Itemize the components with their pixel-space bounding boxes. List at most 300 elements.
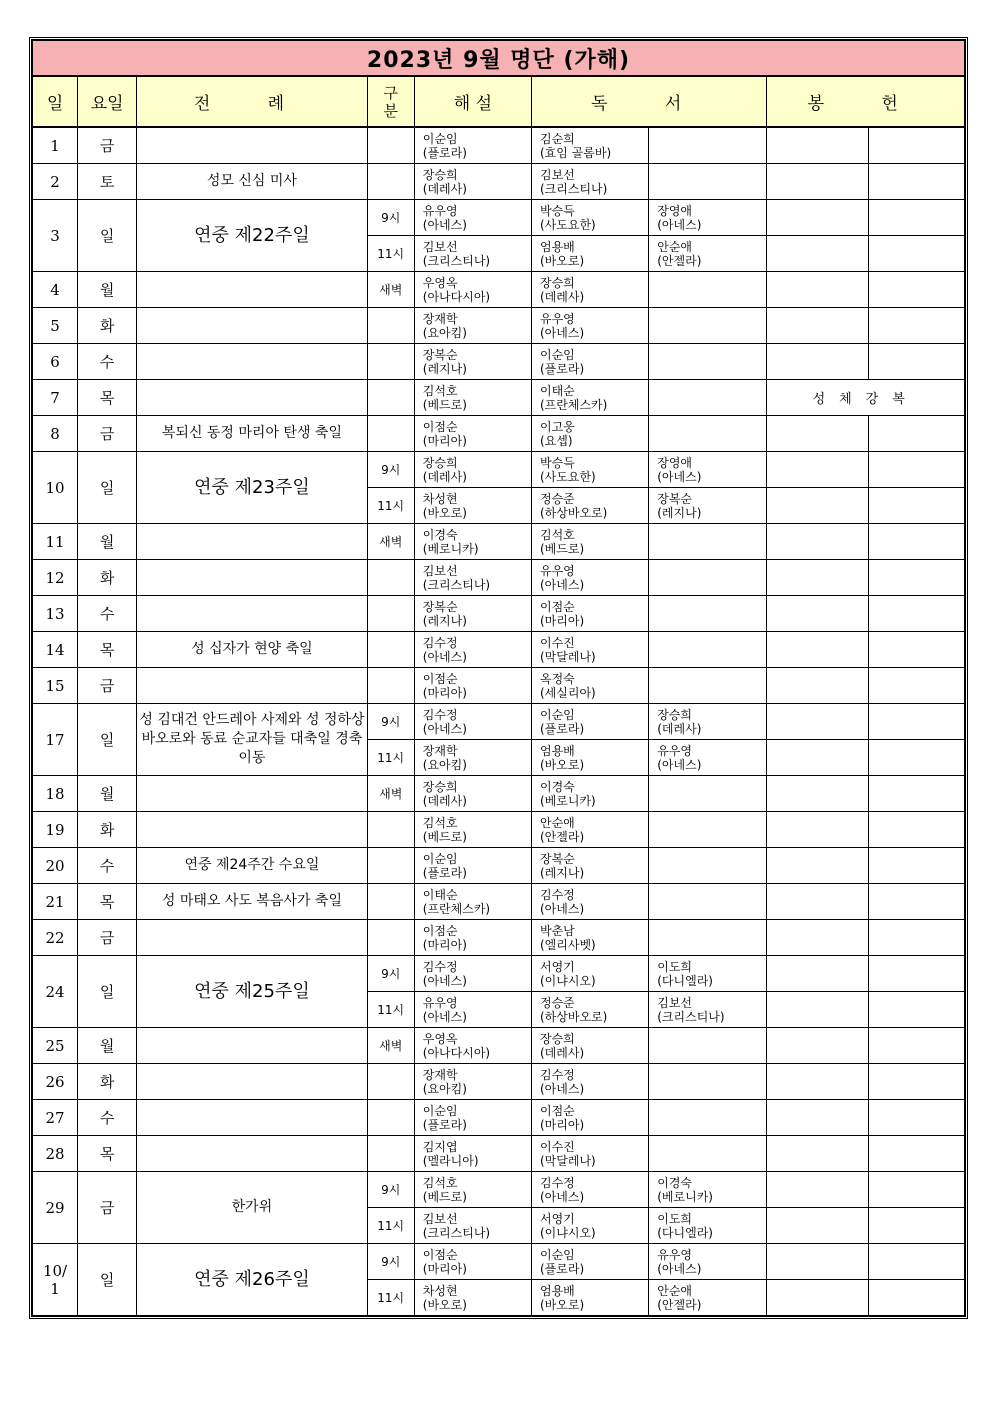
offering-cell-1 xyxy=(767,884,868,920)
r1-baptismal-name: (마리아) xyxy=(540,1117,585,1132)
c-baptismal-name: (레지나) xyxy=(422,613,467,628)
c-cell xyxy=(414,812,531,848)
mass-time: 새벽 xyxy=(367,272,414,308)
r2-baptismal-name xyxy=(657,1082,766,1096)
weekday: 일 xyxy=(78,704,137,776)
c-cell xyxy=(414,1100,531,1136)
header-liturgy: 전 례 xyxy=(137,76,367,127)
r2-cell xyxy=(649,488,767,524)
offering-cell-1 xyxy=(767,308,868,344)
offering-cell-1 xyxy=(767,1172,868,1208)
day-number: 3 xyxy=(33,200,78,272)
table-row xyxy=(33,272,965,308)
r1-baptismal-name: (아네스) xyxy=(540,325,585,340)
r2-name: 장영애 xyxy=(657,203,693,218)
day-number: 13 xyxy=(33,596,78,632)
r2-name xyxy=(657,672,766,686)
offering-cell-2 xyxy=(868,920,964,956)
r2-baptismal-name xyxy=(657,830,766,844)
day-number: 10 xyxy=(33,452,78,524)
r2-name xyxy=(657,600,766,614)
c-name: 김수정 xyxy=(422,635,458,650)
r2-cell xyxy=(649,812,767,848)
r2-baptismal-name xyxy=(657,1118,766,1132)
table-row xyxy=(33,884,965,920)
c-cell xyxy=(414,1280,531,1316)
weekday: 목 xyxy=(78,632,137,668)
weekday: 화 xyxy=(78,560,137,596)
mass-time xyxy=(367,1100,414,1136)
r1-cell xyxy=(532,164,649,200)
table-row xyxy=(33,812,965,848)
r1-name: 이고웅 xyxy=(540,419,575,434)
day-number: 7 xyxy=(33,380,78,416)
r2-cell xyxy=(649,524,767,560)
r1-baptismal-name: (레지나) xyxy=(540,865,585,880)
r2-cell xyxy=(649,740,767,776)
day-number: 6 xyxy=(33,344,78,380)
r1-name: 이순임 xyxy=(540,347,575,362)
r1-baptismal-name: (아네스) xyxy=(540,901,585,916)
c-baptismal-name: (크리스티나) xyxy=(422,253,491,268)
day-number: 11 xyxy=(33,524,78,560)
r2-baptismal-name xyxy=(657,434,766,448)
r1-name: 유우영 xyxy=(540,563,575,578)
r2-cell xyxy=(649,1208,767,1244)
c-name: 이순임 xyxy=(422,851,458,866)
liturgy xyxy=(137,524,367,560)
mass-time: 새벽 xyxy=(367,524,414,560)
r2-cell xyxy=(649,956,767,992)
c-baptismal-name: (플로라) xyxy=(422,865,467,880)
roster-sheet xyxy=(29,37,968,1319)
r1-baptismal-name: (플로라) xyxy=(540,721,585,736)
offering-cell-2 xyxy=(868,1208,964,1244)
mass-time: 11시 xyxy=(367,1280,414,1316)
r2-baptismal-name xyxy=(657,290,766,304)
mass-time xyxy=(367,920,414,956)
r1-cell xyxy=(532,812,649,848)
liturgy xyxy=(137,668,367,704)
table-row xyxy=(33,596,965,632)
offering-cell-2 xyxy=(868,236,964,272)
r1-name: 김순희 xyxy=(540,131,575,146)
r1-baptismal-name: (막달레나) xyxy=(540,1153,596,1168)
r2-cell xyxy=(649,992,767,1028)
r1-baptismal-name: (요셉) xyxy=(540,433,573,448)
r2-baptismal-name: (데레사) xyxy=(657,721,702,736)
r1-cell xyxy=(532,992,649,1028)
page-title: 2023년 9월 명단 (가해) xyxy=(33,41,965,77)
mass-time: 11시 xyxy=(367,488,414,524)
day-number: 8 xyxy=(33,416,78,452)
c-baptismal-name: (아네스) xyxy=(422,649,467,664)
r2-baptismal-name xyxy=(657,938,766,952)
r1-name: 이점순 xyxy=(540,599,575,614)
r1-cell xyxy=(532,127,649,164)
c-name: 이경숙 xyxy=(422,527,458,542)
r2-baptismal-name: (아네스) xyxy=(657,469,702,484)
r1-cell xyxy=(532,452,649,488)
c-name: 이순임 xyxy=(422,131,458,146)
mass-time: 9시 xyxy=(367,704,414,740)
r2-baptismal-name xyxy=(657,1154,766,1168)
liturgy: 연중 제22주일 xyxy=(137,200,367,272)
c-baptismal-name: (마리아) xyxy=(422,685,467,700)
c-name: 이점순 xyxy=(422,419,458,434)
table-row xyxy=(33,1244,965,1280)
mass-time xyxy=(367,848,414,884)
offering-cell-1 xyxy=(767,740,868,776)
r1-name: 박춘남 xyxy=(540,923,575,938)
day-number: 25 xyxy=(33,1028,78,1064)
c-name: 차성현 xyxy=(422,491,458,506)
r1-name: 장복순 xyxy=(540,851,575,866)
offering-cell-2 xyxy=(868,272,964,308)
r1-cell xyxy=(532,560,649,596)
offering-cell-2 xyxy=(868,164,964,200)
table-row xyxy=(33,308,965,344)
liturgy: 성 김대건 안드레아 사제와 성 정하상 바오로와 동료 순교자들 대축일 경축 이동 xyxy=(137,704,367,776)
table-row xyxy=(33,200,965,236)
weekday: 월 xyxy=(78,776,137,812)
mass-time: 9시 xyxy=(367,200,414,236)
day-number: 24 xyxy=(33,956,78,1028)
weekday: 목 xyxy=(78,380,137,416)
c-cell xyxy=(414,956,531,992)
r1-name: 엄용배 xyxy=(540,743,575,758)
r1-name: 이점순 xyxy=(540,1103,575,1118)
offering-cell-1 xyxy=(767,560,868,596)
r2-cell xyxy=(649,344,767,380)
offering-cell-2 xyxy=(868,740,964,776)
r1-name: 옥정숙 xyxy=(540,671,575,686)
c-cell xyxy=(414,1208,531,1244)
offering-cell-2 xyxy=(868,596,964,632)
mass-time xyxy=(367,127,414,164)
c-name: 우영옥 xyxy=(422,1031,458,1046)
r2-cell xyxy=(649,1028,767,1064)
c-cell xyxy=(414,992,531,1028)
table-row xyxy=(33,668,965,704)
r1-cell xyxy=(532,704,649,740)
r1-cell xyxy=(532,1244,649,1280)
liturgy xyxy=(137,596,367,632)
weekday: 수 xyxy=(78,344,137,380)
offering-cell-1 xyxy=(767,776,868,812)
c-cell xyxy=(414,848,531,884)
table-row xyxy=(33,632,965,668)
r1-cell xyxy=(532,1172,649,1208)
c-cell xyxy=(414,1172,531,1208)
r1-cell xyxy=(532,920,649,956)
r1-baptismal-name: (아네스) xyxy=(540,577,585,592)
c-cell xyxy=(414,740,531,776)
r1-cell xyxy=(532,1064,649,1100)
offering-cell-1 xyxy=(767,416,868,452)
c-baptismal-name: (바오로) xyxy=(422,505,467,520)
liturgy: 연중 제24주간 수요일 xyxy=(137,848,367,884)
header-weekday: 요일 xyxy=(78,76,137,127)
c-baptismal-name: (마리아) xyxy=(422,1261,467,1276)
r1-baptismal-name: (바오로) xyxy=(540,253,585,268)
c-baptismal-name: (베로니카) xyxy=(422,541,479,556)
c-name: 김석호 xyxy=(422,383,458,398)
r1-name: 서영기 xyxy=(540,959,575,974)
r2-name xyxy=(657,132,766,146)
r2-name: 장영애 xyxy=(657,455,693,470)
c-cell xyxy=(414,884,531,920)
day-number: 20 xyxy=(33,848,78,884)
c-baptismal-name: (플로라) xyxy=(422,145,467,160)
r2-name xyxy=(657,384,766,398)
r1-cell xyxy=(532,416,649,452)
liturgy xyxy=(137,308,367,344)
r1-name: 이태순 xyxy=(540,383,575,398)
c-cell xyxy=(414,524,531,560)
c-cell xyxy=(414,1028,531,1064)
liturgy xyxy=(137,272,367,308)
table-row xyxy=(33,164,965,200)
r2-cell xyxy=(649,884,767,920)
mass-time xyxy=(367,668,414,704)
c-cell xyxy=(414,632,531,668)
r2-baptismal-name xyxy=(657,326,766,340)
c-cell xyxy=(414,920,531,956)
r1-name: 이경숙 xyxy=(540,779,575,794)
offering-cell-2 xyxy=(868,452,964,488)
offering-cell-2 xyxy=(868,884,964,920)
r2-name xyxy=(657,816,766,830)
r2-name: 김보선 xyxy=(657,995,693,1010)
c-cell xyxy=(414,488,531,524)
c-cell xyxy=(414,200,531,236)
table-row xyxy=(33,560,965,596)
weekday: 금 xyxy=(78,920,137,956)
offering-cell-2 xyxy=(868,956,964,992)
offering-cell-2 xyxy=(868,1064,964,1100)
c-cell xyxy=(414,704,531,740)
weekday: 월 xyxy=(78,524,137,560)
weekday: 화 xyxy=(78,812,137,848)
r1-baptismal-name: (안젤라) xyxy=(540,829,585,844)
liturgy xyxy=(137,920,367,956)
r2-cell xyxy=(649,1064,767,1100)
table-row xyxy=(33,1028,965,1064)
r2-baptismal-name xyxy=(657,650,766,664)
table-row xyxy=(33,776,965,812)
r2-name: 장승희 xyxy=(657,707,693,722)
weekday: 일 xyxy=(78,956,137,1028)
header-reading: 독 서 xyxy=(532,76,767,127)
r2-cell xyxy=(649,596,767,632)
r1-name: 김수정 xyxy=(540,1067,575,1082)
r1-baptismal-name: (플로라) xyxy=(540,361,585,376)
r1-cell xyxy=(532,740,649,776)
r2-name: 이경숙 xyxy=(657,1175,693,1190)
r1-cell xyxy=(532,1100,649,1136)
r1-baptismal-name: (하상바오로) xyxy=(540,505,608,520)
r2-baptismal-name: (아네스) xyxy=(657,757,702,772)
c-cell xyxy=(414,596,531,632)
r1-name: 장승희 xyxy=(540,275,575,290)
offering-cell-1 xyxy=(767,1136,868,1172)
offering-cell-1 xyxy=(767,1064,868,1100)
c-name: 이순임 xyxy=(422,1103,458,1118)
r2-name xyxy=(657,1104,766,1118)
r1-baptismal-name: (베드로) xyxy=(540,541,585,556)
r2-baptismal-name xyxy=(657,614,766,628)
day-number: 22 xyxy=(33,920,78,956)
r2-cell xyxy=(649,452,767,488)
offering-cell-1 xyxy=(767,1280,868,1316)
weekday: 금 xyxy=(78,127,137,164)
c-name: 장승희 xyxy=(422,779,458,794)
r2-cell xyxy=(649,200,767,236)
table-row xyxy=(33,848,965,884)
liturgy: 연중 제25주일 xyxy=(137,956,367,1028)
offering-cell-2 xyxy=(868,416,964,452)
liturgy: 복되신 동정 마리아 탄생 축일 xyxy=(137,416,367,452)
day-number: 17 xyxy=(33,704,78,776)
day-number: 28 xyxy=(33,1136,78,1172)
c-baptismal-name: (마리아) xyxy=(422,433,467,448)
liturgy: 성 십자가 현양 축일 xyxy=(137,632,367,668)
day-number: 12 xyxy=(33,560,78,596)
mass-time xyxy=(367,416,414,452)
r1-name: 엄용배 xyxy=(540,1283,575,1298)
r1-name: 장승희 xyxy=(540,1031,575,1046)
c-baptismal-name: (아네스) xyxy=(422,1009,467,1024)
offering-cell-1 xyxy=(767,1100,868,1136)
offering-cell-2 xyxy=(868,200,964,236)
r2-name xyxy=(657,780,766,794)
r2-name xyxy=(657,276,766,290)
r1-cell xyxy=(532,1280,649,1316)
table-row xyxy=(33,524,965,560)
r2-name xyxy=(657,1140,766,1154)
offering-cell-2 xyxy=(868,632,964,668)
r1-name: 김보선 xyxy=(540,167,575,182)
r1-cell xyxy=(532,668,649,704)
offering-cell-2 xyxy=(868,1280,964,1316)
mass-time xyxy=(367,632,414,668)
r2-name xyxy=(657,168,766,182)
r1-name: 박승득 xyxy=(540,455,575,470)
c-name: 김보선 xyxy=(422,563,458,578)
weekday: 월 xyxy=(78,272,137,308)
r2-name: 안순애 xyxy=(657,239,693,254)
offering-cell-1 xyxy=(767,812,868,848)
r2-baptismal-name: (아네스) xyxy=(657,1261,702,1276)
r1-cell xyxy=(532,524,649,560)
r2-baptismal-name: (베로니카) xyxy=(657,1189,713,1204)
c-name: 이점순 xyxy=(422,1247,458,1262)
r2-name xyxy=(657,564,766,578)
c-baptismal-name: (데레사) xyxy=(422,469,467,484)
offering-cell-1 xyxy=(767,920,868,956)
r1-cell xyxy=(532,956,649,992)
r1-baptismal-name: (막달레나) xyxy=(540,649,596,664)
offering-cell-2 xyxy=(868,992,964,1028)
mass-time: 9시 xyxy=(367,956,414,992)
offering-cell-1 xyxy=(767,992,868,1028)
c-baptismal-name: (아네스) xyxy=(422,721,467,736)
r2-name xyxy=(657,1068,766,1082)
weekday: 금 xyxy=(78,668,137,704)
r1-name: 박승득 xyxy=(540,203,575,218)
table-row xyxy=(33,1064,965,1100)
r1-cell xyxy=(532,380,649,416)
offering-cell-1 xyxy=(767,632,868,668)
offering-cell-2 xyxy=(868,1244,964,1280)
mass-time: 11시 xyxy=(367,236,414,272)
r1-baptismal-name: (데레사) xyxy=(540,1045,585,1060)
r1-name: 유우영 xyxy=(540,311,575,326)
c-cell xyxy=(414,560,531,596)
day-number: 4 xyxy=(33,272,78,308)
mass-time xyxy=(367,1064,414,1100)
r1-name: 안순애 xyxy=(540,815,575,830)
c-cell xyxy=(414,1136,531,1172)
r1-cell xyxy=(532,236,649,272)
offering-cell-1 xyxy=(767,236,868,272)
offering-cell-2 xyxy=(868,488,964,524)
mass-time xyxy=(367,344,414,380)
c-name: 장복순 xyxy=(422,599,458,614)
c-cell xyxy=(414,1064,531,1100)
header-commentary: 해 설 xyxy=(414,76,531,127)
r1-baptismal-name: (이냐시오) xyxy=(540,973,596,988)
offering-cell-2 xyxy=(868,1100,964,1136)
r1-cell xyxy=(532,596,649,632)
table-row xyxy=(33,380,965,416)
r1-cell xyxy=(532,272,649,308)
weekday: 일 xyxy=(78,1244,137,1316)
mass-time: 9시 xyxy=(367,1172,414,1208)
day-number: 10/ 1 xyxy=(33,1244,78,1316)
r2-name xyxy=(657,348,766,362)
weekday: 월 xyxy=(78,1028,137,1064)
r2-baptismal-name xyxy=(657,146,766,160)
offering-cell-1 xyxy=(767,1244,868,1280)
offering-cell-1 xyxy=(767,488,868,524)
r1-cell xyxy=(532,1028,649,1064)
liturgy: 연중 제23주일 xyxy=(137,452,367,524)
c-baptismal-name: (크리스티나) xyxy=(422,577,491,592)
c-baptismal-name: (요아킴) xyxy=(422,1081,467,1096)
weekday: 일 xyxy=(78,200,137,272)
c-cell xyxy=(414,668,531,704)
c-name: 장승희 xyxy=(422,455,458,470)
liturgy: 성 마태오 사도 복음사가 축일 xyxy=(137,884,367,920)
r1-name: 서영기 xyxy=(540,1211,575,1226)
r2-cell xyxy=(649,560,767,596)
r1-name: 김석호 xyxy=(540,527,575,542)
c-name: 이점순 xyxy=(422,671,458,686)
liturgy xyxy=(137,344,367,380)
table-row xyxy=(33,452,965,488)
offering-cell-1 xyxy=(767,200,868,236)
c-name: 이태순 xyxy=(422,887,458,902)
liturgy xyxy=(137,1028,367,1064)
c-cell xyxy=(414,236,531,272)
r2-name: 이도희 xyxy=(657,1211,693,1226)
table-row xyxy=(33,1136,965,1172)
r2-cell xyxy=(649,920,767,956)
table-row xyxy=(33,956,965,992)
r1-baptismal-name: (사도요한) xyxy=(540,217,596,232)
